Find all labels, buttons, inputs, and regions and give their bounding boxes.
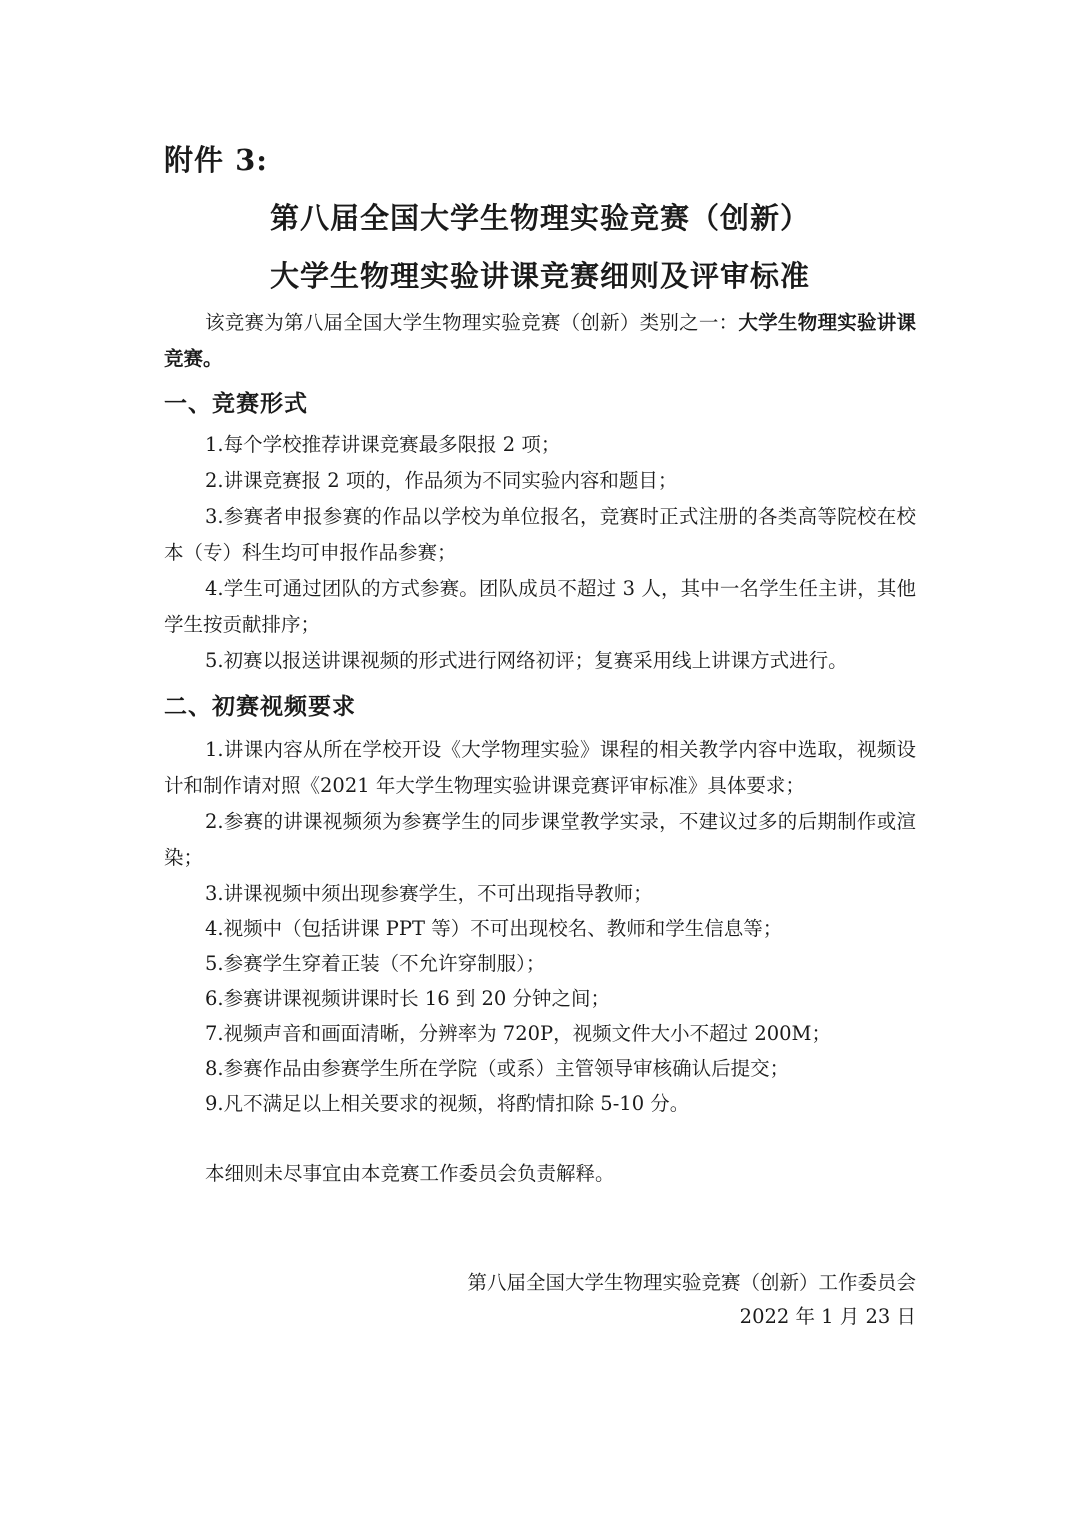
attachment-label: 附件 3: <box>164 143 268 177</box>
signature-date: 2022 年 1 月 23 日 <box>739 1305 916 1328</box>
document-title-line1: 第八届全国大学生物理实验竞赛（创新） <box>269 201 810 235</box>
section2-item: 4.视频中（包括讲课 PPT 等）不可出现校名、教师和学生信息等； <box>205 917 783 940</box>
section2-item: 9.凡不满足以上相关要求的视频，将酌情扣除 5-10 分。 <box>205 1092 690 1115</box>
section2-item: 5.参赛学生穿着正装（不允许穿制服）； <box>205 952 546 975</box>
section2-item: 2.参赛的讲课视频须为参赛学生的同步课堂教学实录，不建议过多的后期制作或渲染； <box>164 810 916 869</box>
intro-bold-text: 大学生物理实验讲课竞赛。 <box>164 311 916 370</box>
section2-item: 7.视频声音和画面清晰，分辨率为 720P，视频文件大小不超过 200M； <box>205 1022 832 1045</box>
section2-item: 1.讲课内容从所在学校开设《大学物理实验》课程的相关教学内容中选取，视频设计和制作请对照《2021 年大学生物理实验讲课竞赛评审标准》具体要求； <box>164 738 916 797</box>
section1-item: 4.学生可通过团队的方式参赛。团队成员不超过 3 人，其中一名学生任主讲，其他学生按贡献排序； <box>164 577 916 636</box>
intro-text: 该竞赛为第八届全国大学生物理实验竞赛（创新）类别之一： <box>205 311 739 334</box>
document-title-line2: 大学生物理实验讲课竞赛细则及评审标准 <box>269 259 810 293</box>
section2-item: 8.参赛作品由参赛学生所在学院（或系）主管领导审核确认后提交； <box>205 1057 790 1080</box>
section1-item: 1.每个学校推荐讲课竞赛最多限报 2 项； <box>205 433 561 456</box>
closing-paragraph: 本细则未尽事宜由本竞赛工作委员会负责解释。 <box>205 1162 615 1185</box>
section1-heading: 一、竞赛形式 <box>164 390 308 417</box>
section1-item: 3.参赛者申报参赛的作品以学校为单位报名，竞赛时正式注册的各类高等院校在校本（专）科生均可申报作品参赛； <box>164 505 916 564</box>
section2-heading: 二、初赛视频要求 <box>164 693 356 720</box>
intro-paragraph <box>164 305 916 377</box>
section1-item: 2.讲课竞赛报 2 项的，作品须为不同实验内容和题目； <box>205 469 678 492</box>
section2-item: 6.参赛讲课视频讲课时长 16 到 20 分钟之间； <box>205 987 611 1010</box>
section2-item: 3.讲课视频中须出现参赛学生，不可出现指导教师； <box>205 882 653 905</box>
section1-item: 5.初赛以报送讲课视频的形式进行网络初评；复赛采用线上讲课方式进行。 <box>205 649 848 672</box>
signature-org: 第八届全国大学生物理实验竞赛（创新）工作委员会 <box>467 1271 916 1294</box>
